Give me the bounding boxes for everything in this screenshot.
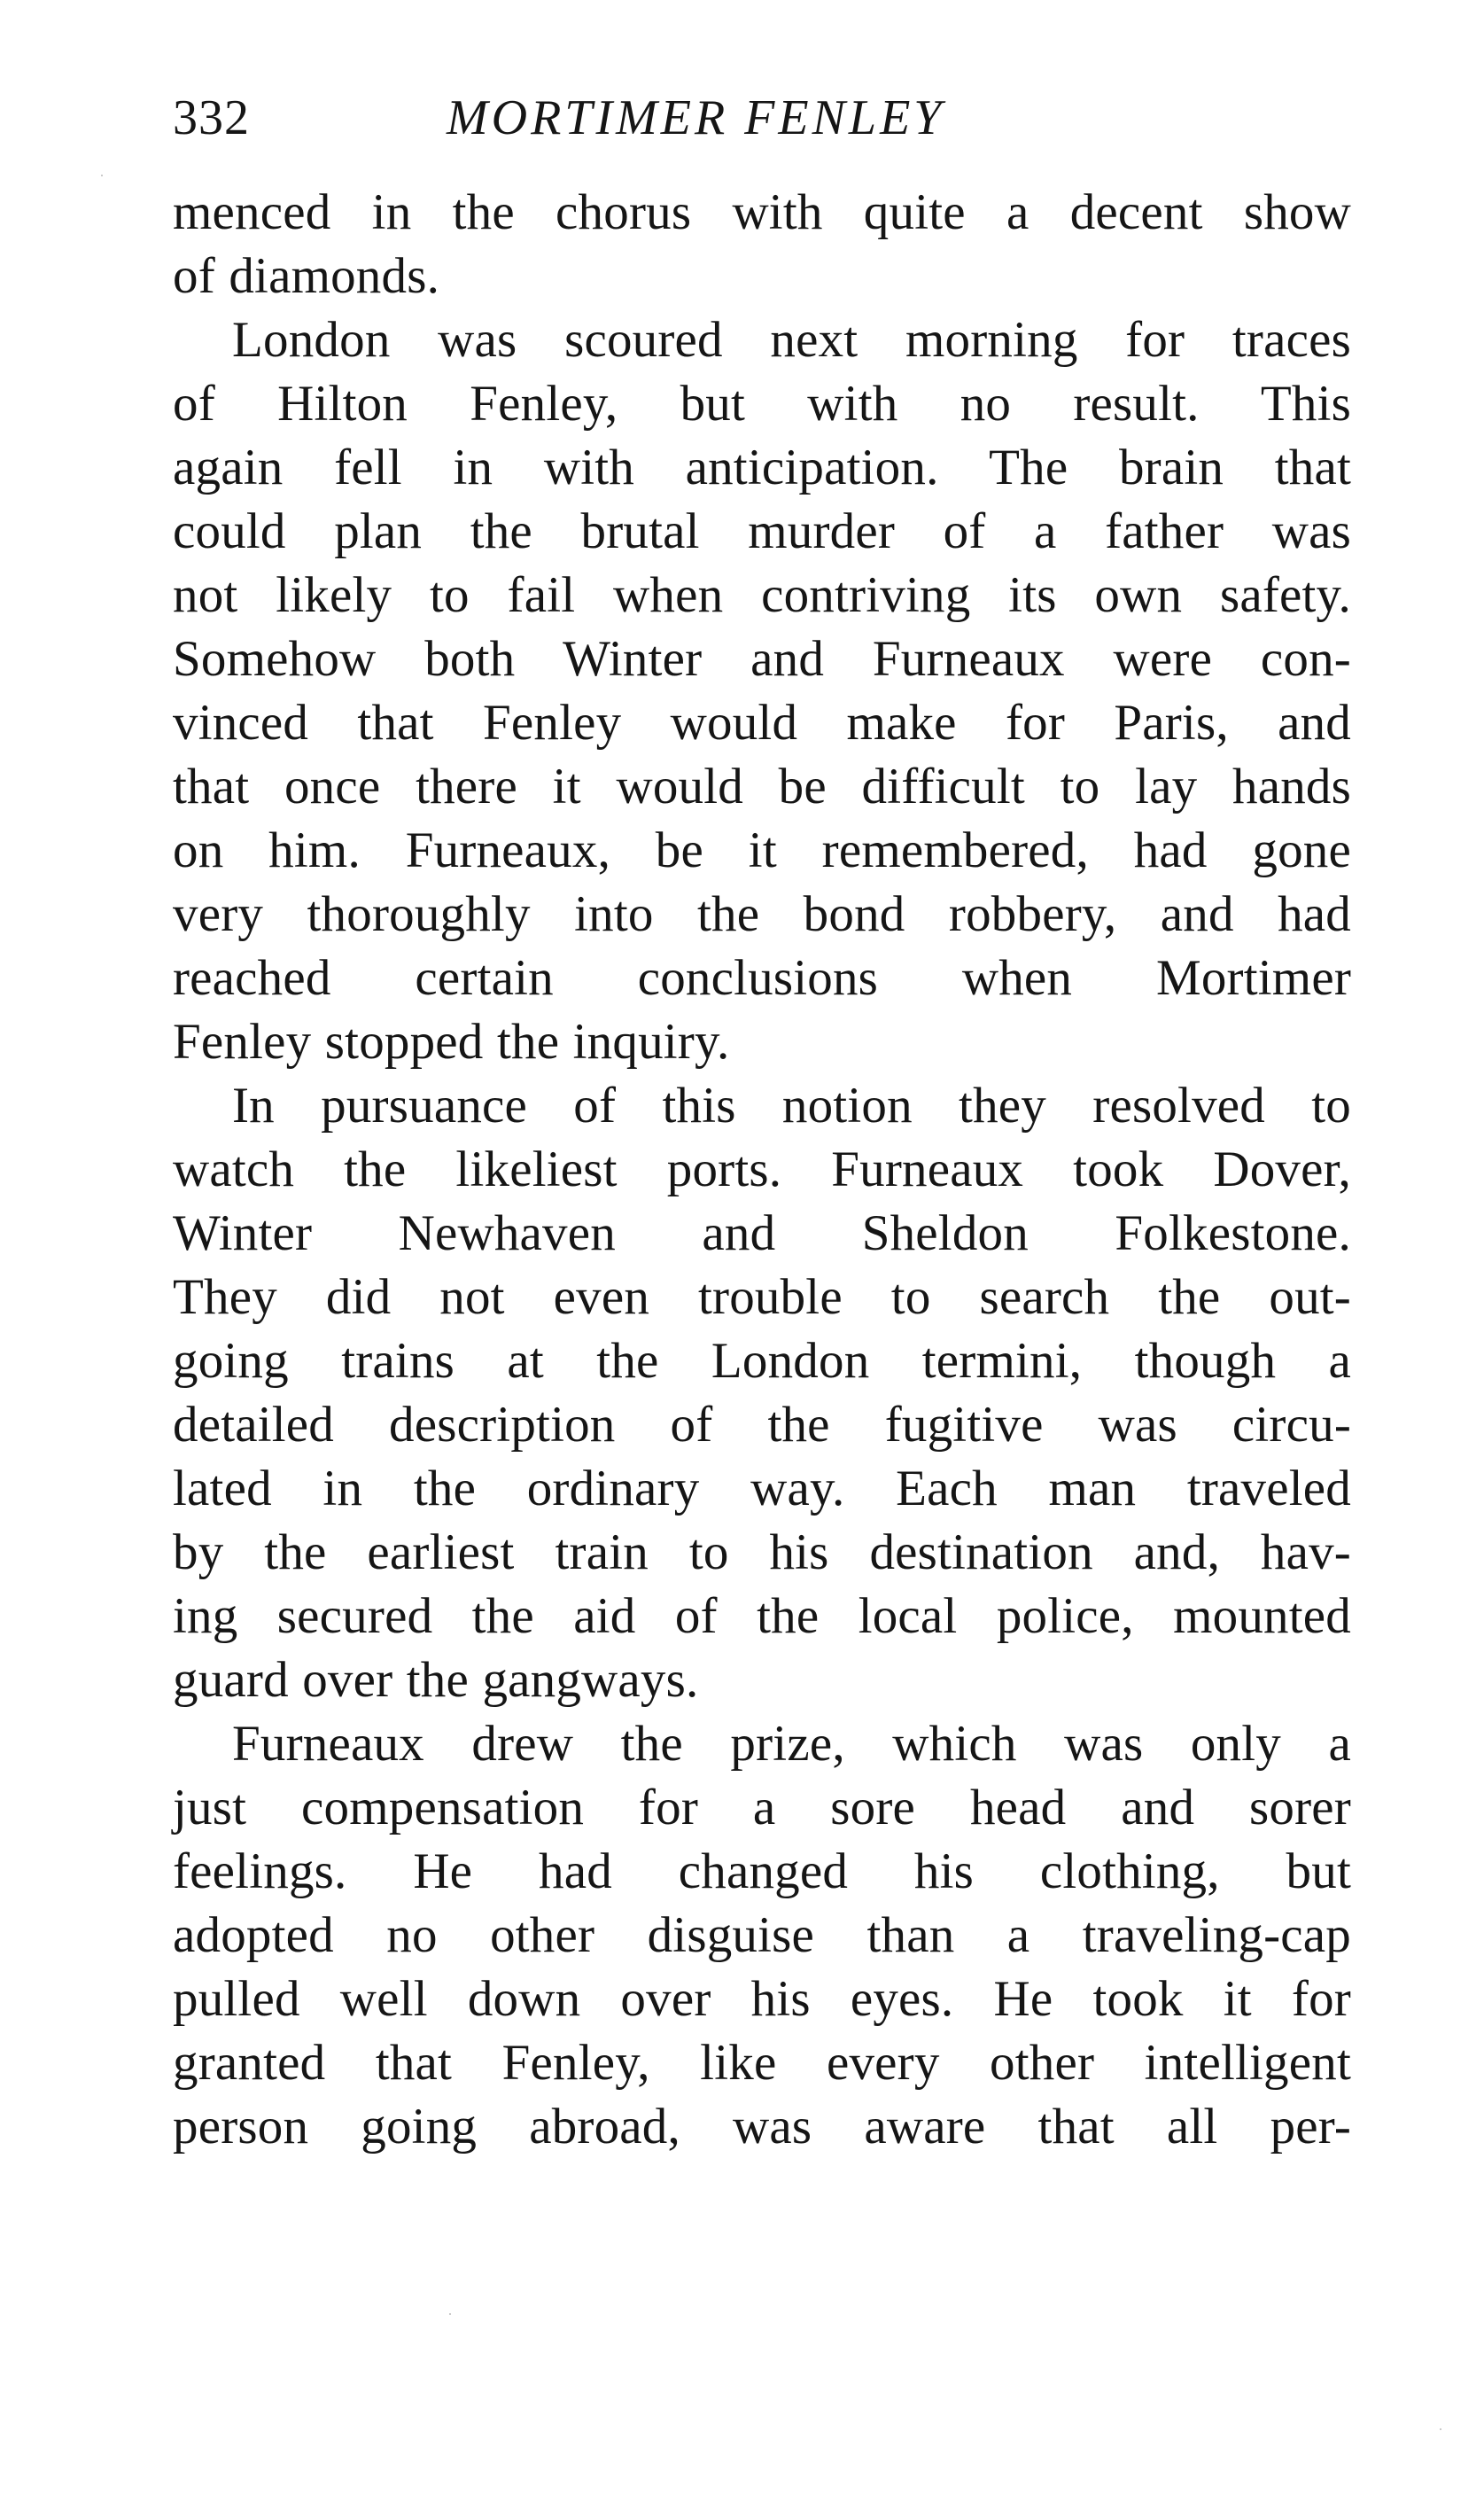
- text-line: Somehow both Winter and Furneaux were con-: [173, 631, 1351, 687]
- text-line: of Hilton Fenley, but with no result. This: [173, 376, 1351, 432]
- text-line: of diamonds.: [173, 248, 440, 304]
- text-line: watch the likeliest ports. Furneaux took Dover,: [173, 1142, 1351, 1197]
- text-line: Furneaux drew the prize, which was only a: [232, 1716, 1351, 1772]
- text-line: detailed description of the fugitive was circu-: [173, 1397, 1351, 1453]
- text-line: reached certain conclusions when Mortimer: [173, 950, 1351, 1006]
- text-line: again fell in with anticipation. The brain that: [173, 440, 1351, 495]
- running-title: MORTIMER FENLEY: [447, 90, 945, 145]
- text-line: person going abroad, was aware that all per-: [173, 2099, 1351, 2155]
- text-line: just compensation for a sore head and sorer: [173, 1780, 1351, 1835]
- text-line: lated in the ordinary way. Each man traveled: [173, 1461, 1351, 1516]
- text-line: feelings. He had changed his clothing, but: [173, 1843, 1351, 1899]
- text-line: In pursuance of this notion they resolved to: [232, 1078, 1351, 1134]
- text-line: vinced that Fenley would make for Paris, and: [173, 695, 1351, 751]
- text-line: on him. Furneaux, be it remembered, had gone: [173, 822, 1351, 878]
- text-line: Fenley stopped the inquiry.: [173, 1014, 730, 1070]
- text-line: menced in the chorus with quite a decent show: [173, 184, 1351, 240]
- text-line: ing secured the aid of the local police, mounted: [173, 1588, 1351, 1644]
- text-line: by the earliest train to his destination and, hav-: [173, 1524, 1351, 1580]
- text-line: that once there it would be difficult to lay hands: [173, 759, 1351, 814]
- scan-speck: [101, 175, 103, 176]
- text-line: Winter Newhaven and Sheldon Folkestone.: [173, 1205, 1351, 1261]
- text-line: adopted no other disguise than a traveling-cap: [173, 1907, 1351, 1963]
- text-line: granted that Fenley, like every other intelligent: [173, 2035, 1351, 2091]
- text-line: not likely to fail when contriving its own safety.: [173, 567, 1351, 623]
- text-line: very thoroughly into the bond robbery, and had: [173, 886, 1351, 942]
- page-header: [173, 87, 1351, 149]
- text-line: They did not even trouble to search the out-: [173, 1269, 1351, 1325]
- text-line: could plan the brutal murder of a father was: [173, 503, 1351, 559]
- text-line: going trains at the London termini, though a: [173, 1333, 1351, 1389]
- text-line: pulled well down over his eyes. He took it for: [173, 1971, 1351, 2027]
- scan-speck: [449, 2313, 451, 2315]
- scan-speck: [1440, 2428, 1441, 2430]
- text-line: London was scoured next morning for traces: [232, 312, 1351, 368]
- text-line: guard over the gangways.: [173, 1652, 699, 1708]
- page-number: 332: [173, 90, 250, 145]
